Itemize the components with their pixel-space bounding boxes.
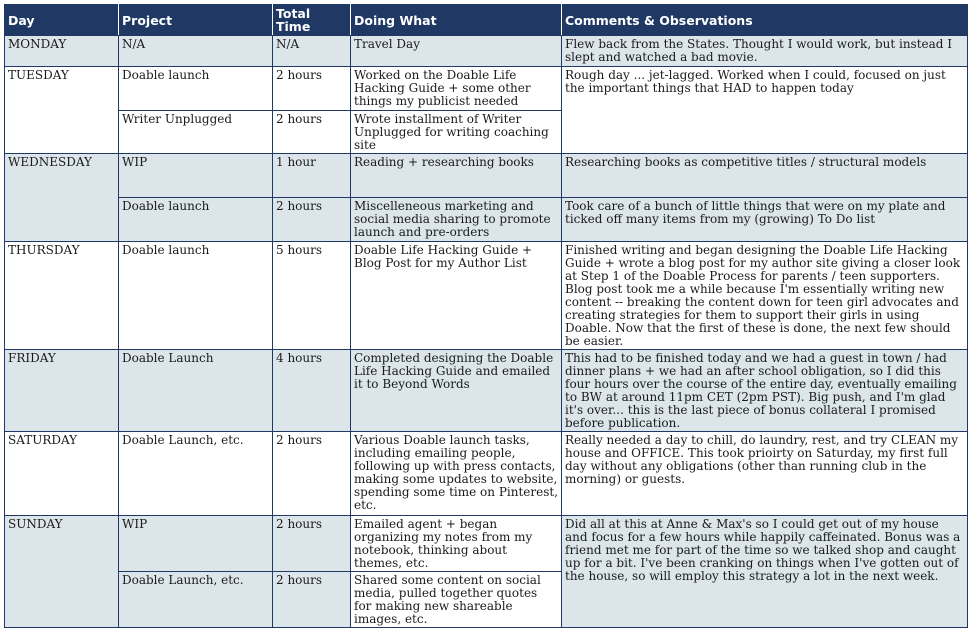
comments-cell: Did all at this at Anne & Max's so I could get out of my house and focus for a few hours while happily caffeinated. Bonus was a friend met me for part of the time so we talked shop and caught up for a bit. I've been cranking on things when I've gotten out of the house, so will employ this strategy a lot in the next week. (562, 516, 968, 628)
row-friday (5, 350, 968, 432)
doing-cell: Shared some content on social media, pulled together quotes for making new shareable images, etc. (351, 572, 562, 628)
header-row (5, 5, 968, 36)
comments-cell: Finished writing and began designing the Doable Life Hacking Guide + wrote a blog post for my author site giving a closer look at Step 1 of the Doable Process for parents / teen supporters. Blog post took me a while because I'm essentially writing new content -- breaking the content down for teen girl advocates and creating strategies for them to support their girls in using Doable. Now that the first of these is done, the next few should be easier. (562, 242, 968, 350)
time-cell: 5 hours (273, 242, 351, 350)
comments-cell: Researching books as competitive titles / structural models (562, 154, 968, 198)
day-cell: SATURDAY (5, 432, 119, 516)
header-day: Day (5, 5, 119, 36)
project-cell: N/A (119, 36, 273, 67)
time-cell: 2 hours (273, 67, 351, 111)
comments-cell: Rough day ... jet-lagged. Worked when I could, focused on just the important things that HAD to happen today (562, 67, 968, 154)
day-cell: FRIDAY (5, 350, 119, 432)
row-saturday (5, 432, 968, 516)
row-sunday (5, 516, 968, 572)
header-total-time: Total Time (273, 5, 351, 36)
project-cell: WIP (119, 516, 273, 572)
project-cell: WIP (119, 154, 273, 198)
doing-cell: Completed designing the Doable Life Hacking Guide and emailed it to Beyond Words (351, 350, 562, 432)
day-cell: TUESDAY (5, 67, 119, 154)
project-cell: Doable launch (119, 198, 273, 242)
time-cell: 2 hours (273, 432, 351, 516)
project-cell: Doable Launch (119, 350, 273, 432)
row-wednesday (5, 154, 968, 198)
time-cell: 2 hours (273, 516, 351, 572)
project-cell: Writer Unplugged (119, 111, 273, 154)
row-wednesday-2 (5, 198, 968, 242)
row-tuesday (5, 67, 968, 111)
comments-cell: Took care of a bunch of little things that were on my plate and ticked off many items from my (growing) To Do list (562, 198, 968, 242)
doing-cell: Doable Life Hacking Guide + Blog Post for my Author List (351, 242, 562, 350)
day-cell: THURSDAY (5, 242, 119, 350)
doing-cell: Miscelleneous marketing and social media sharing to promote launch and pre-orders (351, 198, 562, 242)
project-cell: Doable launch (119, 242, 273, 350)
project-cell: Doable Launch, etc. (119, 572, 273, 628)
header-project: Project (119, 5, 273, 36)
project-cell: Doable Launch, etc. (119, 432, 273, 516)
time-cell: 4 hours (273, 350, 351, 432)
comments-cell: Really needed a day to chill, do laundry, rest, and try CLEAN my house and OFFICE. This took prioirty on Saturday, my first full day without any obligations (other than running club in the morning) or guests. (562, 432, 968, 516)
doing-cell: Worked on the Doable Life Hacking Guide + some other things my publicist needed (351, 67, 562, 111)
time-cell: 2 hours (273, 198, 351, 242)
weekly-log-table (4, 4, 968, 628)
project-cell: Doable launch (119, 67, 273, 111)
doing-cell: Various Doable launch tasks, including emailing people, following up with press contacts, making some updates to website, spending some time on Pinterest, etc. (351, 432, 562, 516)
day-cell: SUNDAY (5, 516, 119, 628)
row-monday (5, 36, 968, 67)
header-doing-what: Doing What (351, 5, 562, 36)
comments-cell: This had to be finished today and we had a guest in town / had dinner plans + we had an after school obligation, so I did this four hours over the course of the entire day, eventually emailing to BW at around 11pm CET (2pm PST). Big push, and I'm glad it's over... this is the last piece of bonus collateral I promised before publication. (562, 350, 968, 432)
time-cell: 2 hours (273, 111, 351, 154)
doing-cell: Wrote installment of Writer Unplugged for writing coaching site (351, 111, 562, 154)
time-cell: 1 hour (273, 154, 351, 198)
day-cell: MONDAY (5, 36, 119, 67)
comments-cell: Flew back from the States. Thought I would work, but instead I slept and watched a bad movie. (562, 36, 968, 67)
day-cell: WEDNESDAY (5, 154, 119, 242)
time-cell: N/A (273, 36, 351, 67)
doing-cell: Travel Day (351, 36, 562, 67)
time-cell: 2 hours (273, 572, 351, 628)
header-comments: Comments & Observations (562, 5, 968, 36)
doing-cell: Emailed agent + began organizing my notes from my notebook, thinking about themes, etc. (351, 516, 562, 572)
row-thursday (5, 242, 968, 350)
doing-cell: Reading + researching books (351, 154, 562, 198)
